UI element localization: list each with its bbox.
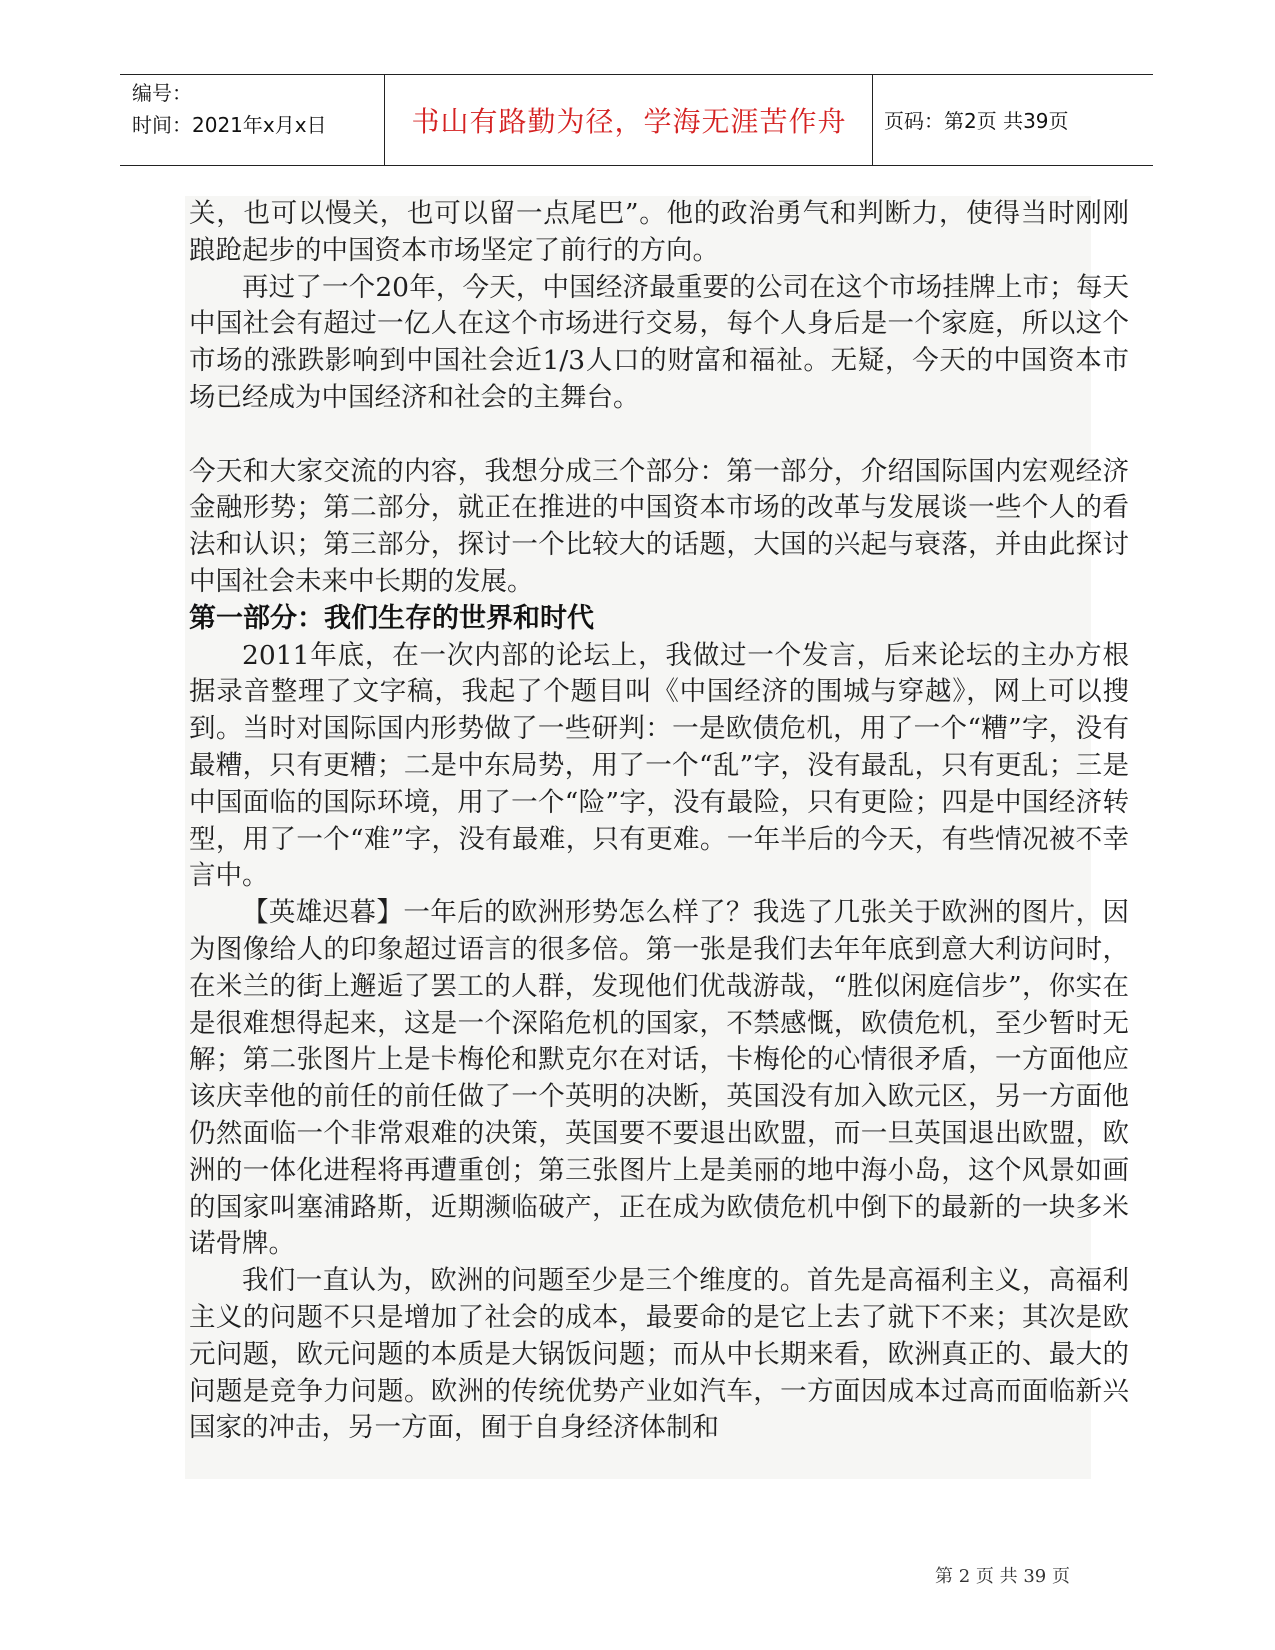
page-footer: 第 2 页 共 39 页 <box>935 1566 1070 1587</box>
paragraph-5: 【英雄迟暮】一年后的欧洲形势怎么样了？我选了几张关于欧洲的图片，因为图像给人的印象超过语言的很多倍。第一张是我们去年年底到意大利访问时，在米兰的街上邂逅了罢工的人群，发现他们优哉游哉，“胜似闲庭信步”，你实在是很难想得起来，这是一个深陷危机的国家，不禁感慨，欧债危机，至少暂时无解；第二张图片上是卡梅伦和默克尔在对话，卡梅伦的心情很矛盾，一方面他应该庆幸他的前任的前任做了一个英明的决断，英国没有加入欧元区，另一方面他仍然面临一个非常艰难的决策，英国要不要退出欧盟，而一旦英国退出欧盟，欧洲的一体化进程将再遭重创；第三张图片上是美丽的地中海小岛，这个风景如画的国家叫塞浦路斯，近期濒临破产，正在成为欧债危机中倒下的最新的一块多米诺骨牌。 <box>189 897 1129 1260</box>
document-body <box>189 196 1129 1447</box>
paragraph-4: 2011年底，在一次内部的论坛上，我做过一个发言，后来论坛的主办方根据录音整理了文字稿，我起了个题目叫《中国经济的围城与穿越》，网上可以搜到。当时对国际国内形势做了一些研判：一是欧债危机，用了一个“糟”字，没有最糟，只有更糟；二是中东局势，用了一个“乱”字，没有最乱，只有更乱；三是中国面临的国际环境，用了一个“险”字，没有最险，只有更险；四是中国经济转型，用了一个“难”字，没有最难，只有更难。一年半后的今天，有些情况被不幸言中。 <box>189 639 1129 892</box>
section-heading: 第一部分：我们生存的世界和时代 <box>189 602 594 634</box>
header-divider-right <box>872 75 873 165</box>
page-header <box>120 74 1153 166</box>
header-meta <box>132 77 382 141</box>
paragraph-6: 我们一直认为，欧洲的问题至少是三个维度的。首先是高福利主义，高福利主义的问题不只是增加了社会的成本，最要命的是它上去了就下不来；其次是欧元问题，欧元问题的本质是大锅饭问题；而从中长期来看，欧洲真正的、最大的问题是竞争力问题。欧洲的传统优势产业如汽车，一方面因成本过高而面临新兴国家的冲击，另一方面，囿于自身经济体制和 <box>189 1265 1129 1444</box>
serial-number-label: 编号： <box>132 81 192 105</box>
header-divider-left <box>384 75 385 165</box>
paragraph-3: 今天和大家交流的内容，我想分成三个部分：第一部分，介绍国际国内宏观经济金融形势；第二部分，就正在推进的中国资本市场的改革与发展谈一些个人的看法和认识；第三部分，探讨一个比较大的话题，大国的兴起与衰落，并由此探讨中国社会未来中长期的发展。 <box>189 455 1129 597</box>
paragraph-2: 再过了一个20年，今天，中国经济最重要的公司在这个市场挂牌上市；每天中国社会有超过一亿人在这个市场进行交易，每个人身后是一个家庭，所以这个市场的涨跌影响到中国社会近1/3人口的财富和福祉。无疑，今天的中国资本市场已经成为中国经济和社会的主舞台。 <box>189 271 1129 413</box>
header-motto: 书山有路勤为径，学海无涯苦作舟 <box>411 104 847 138</box>
paragraph-1: 关，也可以慢关，也可以留一点尾巴”。他的政治勇气和判断力，使得当时刚刚踉跄起步的中国资本市场坚定了前行的方向。 <box>189 198 1129 266</box>
paragraph-gap <box>189 417 1129 454</box>
time-label: 时间：2021年x月x日 <box>132 113 327 137</box>
header-page-code: 页码：第2页 共39页 <box>884 109 1069 133</box>
